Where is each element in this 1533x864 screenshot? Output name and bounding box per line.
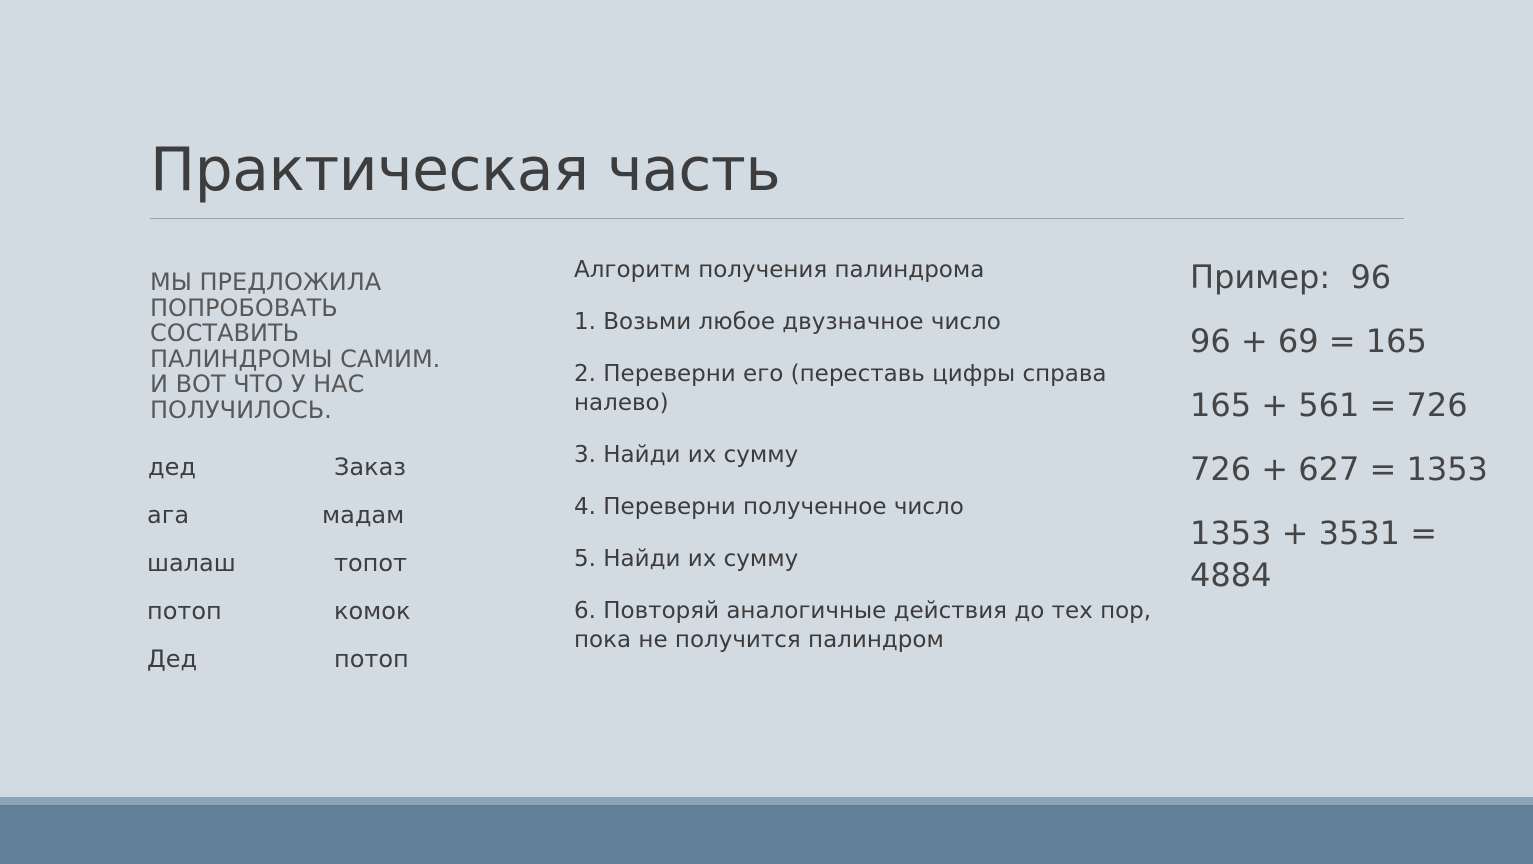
algorithm-step: 3. Найди их сумму [574, 442, 799, 468]
example-line: 726 + 627 = 1353 [1190, 450, 1488, 488]
word-left: потоп [147, 597, 222, 625]
intro-line: ПАЛИНДРОМЫ САМИМ. [150, 344, 441, 373]
intro-line: ПОЛУЧИЛОСЬ. [150, 395, 332, 424]
algorithm-step: 4. Переверни полученное число [574, 494, 964, 520]
word-left: ага [147, 501, 190, 529]
intro-line: И ВОТ ЧТО У НАС [150, 370, 365, 398]
word-right: Заказ [334, 453, 407, 481]
title-divider [150, 218, 1404, 219]
algorithm-heading: Алгоритм получения палиндрома [574, 257, 985, 283]
word-left: Дед [147, 645, 198, 673]
word-right: топот [334, 549, 408, 577]
example-block [1190, 256, 1490, 618]
algorithm-block [574, 256, 1154, 678]
intro-line: СОСТАВИТЬ [150, 319, 300, 347]
example-heading: Пример: 96 [1190, 258, 1392, 296]
footer-accent-strip [0, 797, 1533, 805]
example-line: 165 + 561 = 726 [1190, 386, 1468, 424]
algorithm-step: 2. Переверни его (переставь цифры справа налево) [574, 361, 1107, 416]
intro-line: ПОПРОБОВАТЬ [150, 293, 338, 322]
algorithm-step: 6. Повторяй аналогичные действия до тех пор, пока не получится палиндром [574, 598, 1152, 653]
word-left: шалаш [147, 549, 236, 577]
word-right: мадам [322, 501, 405, 529]
intro-text [150, 270, 510, 423]
intro-line: МЫ ПРЕДЛОЖИЛА [150, 268, 382, 296]
footer-bar [0, 805, 1533, 864]
word-right: потоп [334, 645, 409, 673]
word-right: комок [334, 597, 411, 625]
word-left: дед [148, 453, 196, 481]
algorithm-step: 1. Возьми любое двузначное число [574, 309, 1001, 335]
algorithm-step: 5. Найди их сумму [574, 546, 799, 572]
example-line: 1353 + 3531 = 4884 [1190, 514, 1438, 594]
slide-title: Практическая часть [150, 135, 781, 205]
example-line: 96 + 69 = 165 [1190, 322, 1427, 360]
